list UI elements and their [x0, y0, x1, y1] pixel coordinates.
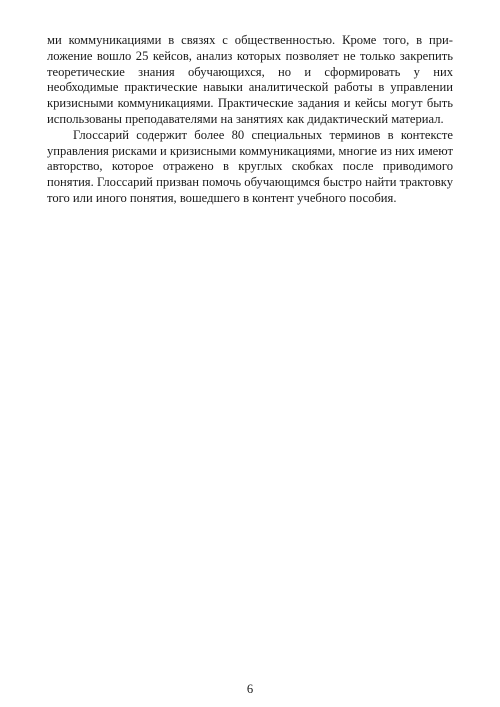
body-text — [47, 33, 453, 207]
paragraph-glossary: Глоссарий содержит более 80 специальных терминов в контексте управления рисками и кризисными коммуникациями, многие из них имеют авторство, которое отражено в круглых скобках после приводимого понятия. Глоссарий призван помочь обучающимся быстро найти трактовку того или иного понятия, вошедшего в контент учебного пособия. — [47, 127, 453, 205]
paragraph-continuation: ми коммуникациями в связях с общественностью. Кроме того, в приложение вошло 25 кейсов, анализ которых позволяет не только закрепить теоретические знания обучающихся, но и сформировать у них необходимые практические навыки аналитической работы в управлении кризисными коммуникациями. Практические задания и кейсы могут быть использованы преподавателями на занятиях как дидактический материал. — [47, 33, 453, 126]
page-number: 6 — [246, 682, 254, 696]
